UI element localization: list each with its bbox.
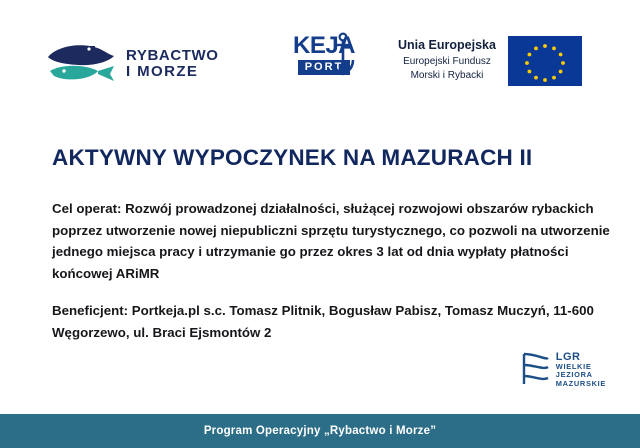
eu-line3: Morski i Rybacki <box>410 69 484 81</box>
lake-lines-icon <box>522 352 550 386</box>
goal-label: Cel operat: <box>52 201 122 216</box>
eu-line1: Unia Europejska <box>398 38 496 52</box>
beneficiary-text: Portkeja.pl s.c. Tomasz Plitnik, Bogusław Pabisz, Tomasz Muczyń, 11-600 Węgorzewo, ul. Braci Ejsmontów 2 <box>52 303 594 340</box>
rybactwo-line2: I MORZE <box>126 63 199 80</box>
lgr-logo <box>522 351 606 388</box>
lgr-line1: WIELKIE <box>555 362 592 372</box>
eu-flag-icon <box>508 36 582 86</box>
beneficiary-paragraph <box>52 300 612 343</box>
content-block <box>52 198 612 343</box>
rybactwo-line1: RYBACTWO <box>126 47 219 65</box>
lgr-line3: MAZURSKIE <box>555 378 606 388</box>
page-title: AKTYWNY WYPOCZYNEK NA MAZURACH II <box>52 145 533 170</box>
paragraph-spacer <box>52 284 612 300</box>
keja-port-badge: PORT <box>298 60 350 75</box>
keja-wordmark: KEJA <box>292 32 356 59</box>
anchor-icon <box>330 32 356 78</box>
rybactwo-logo-text <box>126 48 219 80</box>
fish-and-boat-icon <box>44 40 118 88</box>
lgr-logo-text <box>556 351 606 388</box>
eu-funding-block <box>398 36 582 86</box>
goal-paragraph <box>52 198 612 284</box>
lgr-line2: JEZIORA <box>555 370 593 380</box>
lgr-abbrev: LGR <box>555 350 581 363</box>
rybactwo-i-morze-logo <box>44 40 219 88</box>
eu-texts <box>398 36 496 82</box>
goal-text: Rozwój prowadzonej działalności, służącej rozwojowi obszarów rybackich poprzez utworzenie nowej niepubliczni sprzętu turystycznego, co pozwoli na utworzenie jednego miejsca pracy i utrzymanie go przez okres 3 lat od dnia wypłaty płatności końcowej ARiMR <box>52 201 610 281</box>
header-logo-row <box>0 18 640 108</box>
beneficiary-label: Beneficjent: <box>52 303 129 319</box>
footer-bar <box>0 414 640 448</box>
keja-port-logo <box>278 34 370 100</box>
footer-text: Program Operacyjny „Rybactwo i Morze” <box>203 425 437 437</box>
eu-line2: Europejski Fundusz <box>403 56 491 67</box>
